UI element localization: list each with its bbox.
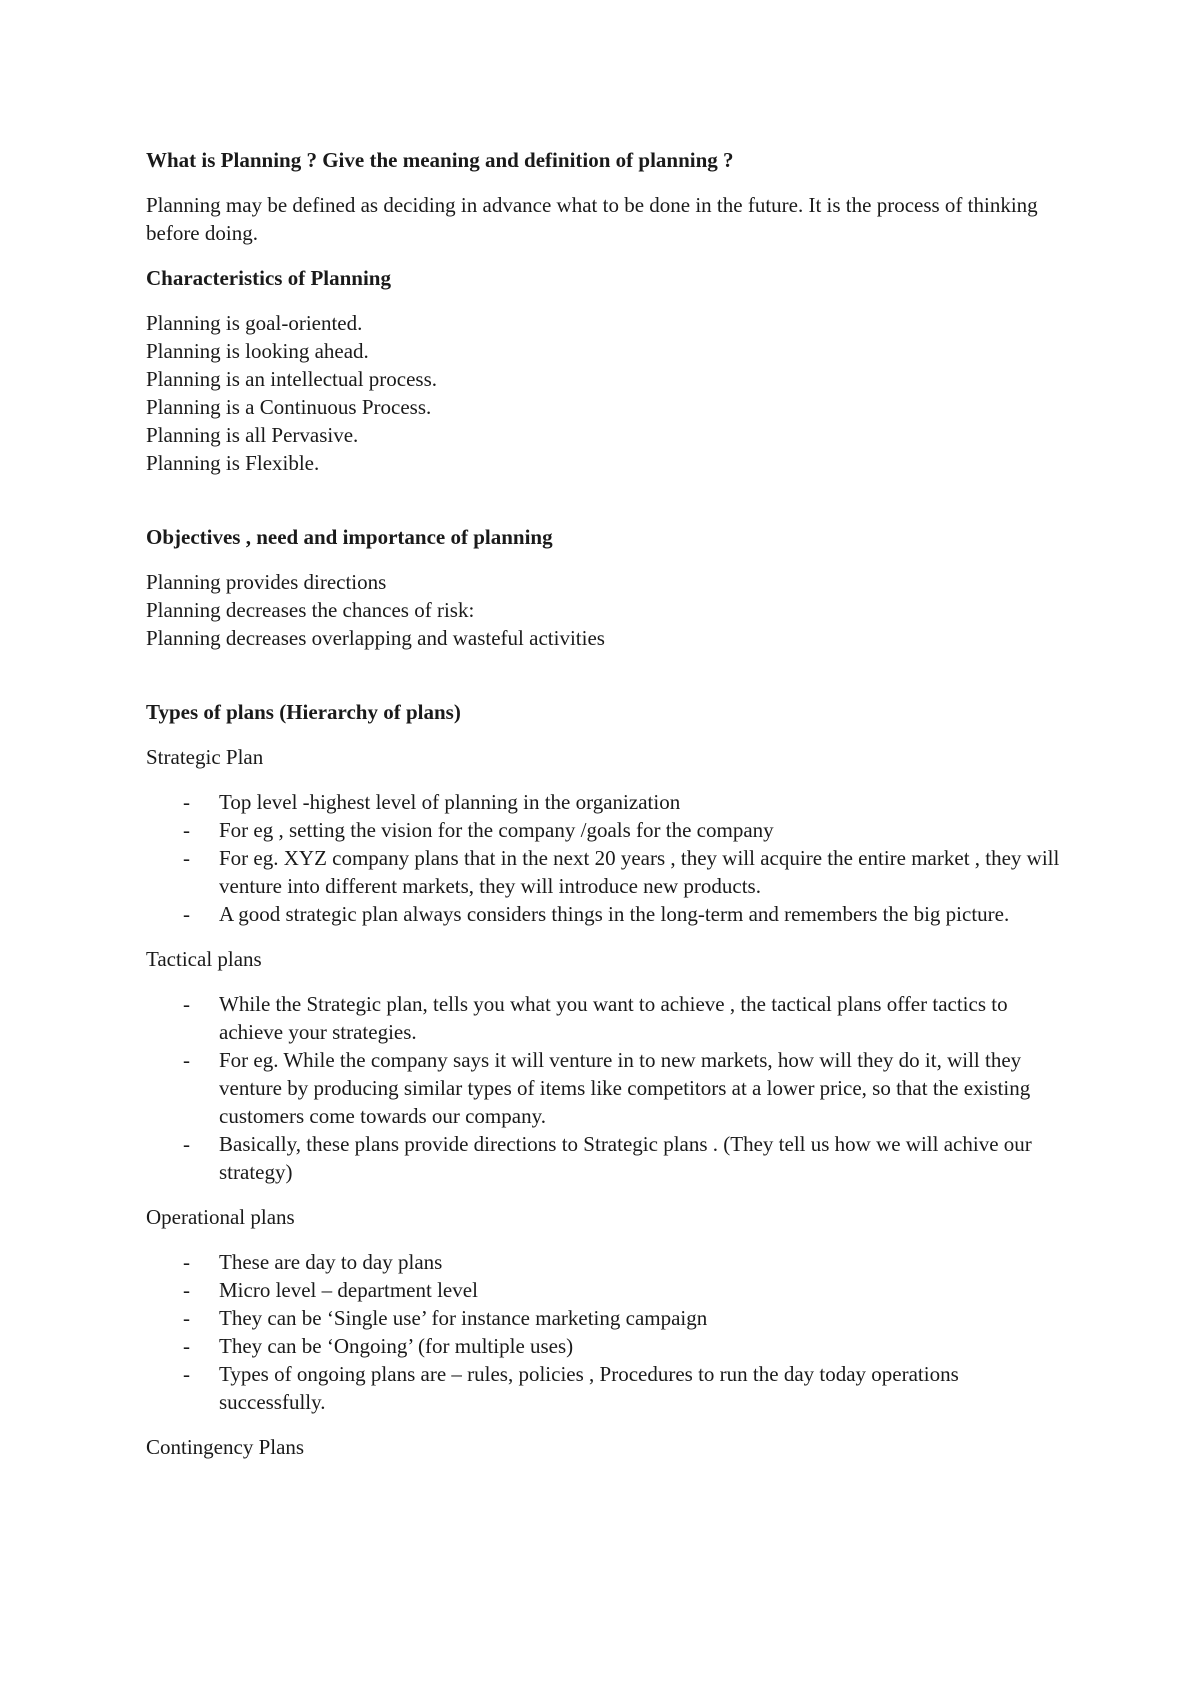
list-item (146, 1304, 1066, 1332)
list-item-text: Basically, these plans provide directions to Strategic plans . (They tell us how we will achive our strategy) (219, 1132, 1032, 1184)
list-item (146, 1130, 1066, 1186)
list-item (146, 990, 1066, 1046)
list-item-text: For eg. XYZ company plans that in the next 20 years , they will acquire the entire market , they will venture into different markets, they will introduce new products. (219, 846, 1060, 898)
tactical-plans-points (146, 990, 1066, 1186)
characteristic-item: Planning is looking ahead. (146, 339, 369, 363)
list-item-text: Top level -highest level of planning in the organization (219, 790, 681, 814)
document-page (146, 146, 1066, 1461)
objectives-heading: Objectives , need and importance of planning (146, 525, 553, 549)
list-item (146, 1046, 1066, 1130)
strategic-plan-label: Strategic Plan (146, 745, 264, 769)
bullet-dash: - (183, 992, 190, 1016)
strategic-plan-points (146, 788, 1066, 928)
tactical-plans-label: Tactical plans (146, 947, 262, 971)
characteristic-item: Planning is an intellectual process. (146, 367, 438, 391)
list-item (146, 900, 1066, 928)
list-item (146, 844, 1066, 900)
list-item-text: For eg , setting the vision for the company /goals for the company (219, 818, 774, 842)
bullet-dash: - (183, 1362, 190, 1386)
list-item-text: While the Strategic plan, tells you what you want to achieve , the tactical plans offer tactics to achieve your strategies. (219, 992, 1008, 1044)
characteristic-item: Planning is a Continuous Process. (146, 395, 432, 419)
list-item (146, 1332, 1066, 1360)
bullet-dash: - (183, 1306, 190, 1330)
types-heading: Types of plans (Hierarchy of plans) (146, 700, 461, 724)
bullet-dash: - (183, 790, 190, 814)
list-item-text: Types of ongoing plans are – rules, policies , Procedures to run the day today operations successfully. (219, 1362, 959, 1414)
contingency-plans-label: Contingency Plans (146, 1435, 305, 1459)
bullet-dash: - (183, 1334, 190, 1358)
list-item (146, 1360, 1066, 1416)
main-heading: What is Planning ? Give the meaning and definition of planning ? (146, 148, 734, 172)
characteristics-heading: Characteristics of Planning (146, 266, 391, 290)
bullet-dash: - (183, 846, 190, 870)
bullet-dash: - (183, 1250, 190, 1274)
operational-plans-label: Operational plans (146, 1205, 295, 1229)
objective-item: Planning provides directions (146, 570, 387, 594)
list-item (146, 1248, 1066, 1276)
objective-item: Planning decreases overlapping and wasteful activities (146, 626, 605, 650)
list-item (146, 1276, 1066, 1304)
operational-plans-points (146, 1248, 1066, 1416)
list-item (146, 788, 1066, 816)
bullet-dash: - (183, 1048, 190, 1072)
bullet-dash: - (183, 1278, 190, 1302)
list-item-text: A good strategic plan always considers things in the long-term and remembers the big picture. (219, 902, 1010, 926)
list-item-text: These are day to day plans (219, 1250, 443, 1274)
objectives-list (146, 568, 1066, 652)
definition-paragraph: Planning may be defined as deciding in advance what to be done in the future. It is the process of thinking before doing. (146, 193, 1038, 245)
list-item (146, 816, 1066, 844)
list-item-text: Micro level – department level (219, 1278, 478, 1302)
bullet-dash: - (183, 902, 190, 926)
bullet-dash: - (183, 1132, 190, 1156)
characteristic-item: Planning is all Pervasive. (146, 423, 359, 447)
list-item-text: They can be ‘Ongoing’ (for multiple uses) (219, 1334, 574, 1358)
objective-item: Planning decreases the chances of risk: (146, 598, 475, 622)
characteristics-list (146, 309, 1066, 477)
list-item-text: For eg. While the company says it will venture in to new markets, how will they do it, will they venture by producing similar types of items like competitors at a lower price, so that the existing customers come towards our company. (219, 1048, 1031, 1128)
list-item-text: They can be ‘Single use’ for instance marketing campaign (219, 1306, 708, 1330)
bullet-dash: - (183, 818, 190, 842)
characteristic-item: Planning is Flexible. (146, 451, 320, 475)
characteristic-item: Planning is goal-oriented. (146, 311, 363, 335)
